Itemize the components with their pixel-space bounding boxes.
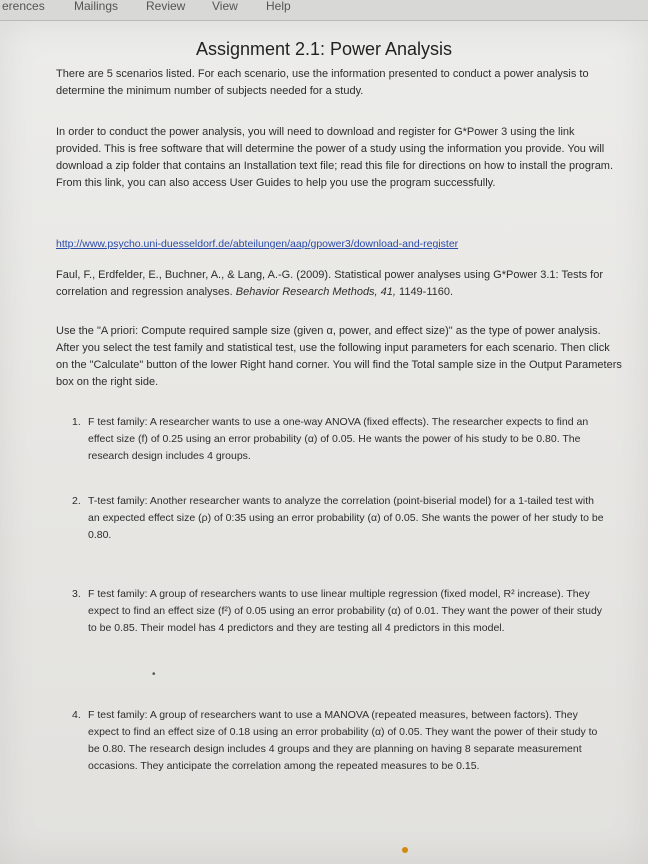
tab-review[interactable]: Review [146,0,186,13]
scenario-text: T-test family: Another researcher wants to analyze the correlation (point-biserial model) for a 1-tailed test with an expected effect size (ρ) of 0:35 using an error probability (α) of 0.05. She wants the power of her study to be 0.80. [88,495,604,541]
scenario-item [72,493,606,544]
tab-help[interactable]: Help [266,0,291,13]
scenario-number: 1. [72,416,81,428]
scenario-text: F test family: A researcher wants to use a one-way ANOVA (fixed effects). The researcher expects to find an effect size (f) of 0.25 using an error probability (α) of 0.05. He wants the power of his study to be 0.80. The research design includes 4 groups. [88,416,589,462]
tab-mailings[interactable]: Mailings [74,0,119,13]
scenario-text: F test family: A group of researchers want to use a MANOVA (repeated measures, between factors). They expect to find an effect size of 0.18 using an error probability (α) of 0.05. They want the power of their study to be 0.80. The research design includes 4 groups and they are planning on having 8 separate measurement occasions. They anticipate the correlation among the repeated measures to be 0.15. [88,709,598,772]
citation [56,267,622,301]
tab-references[interactable]: erences [2,0,45,13]
stray-mark: • [152,669,156,680]
document-page[interactable] [0,21,648,864]
ribbon-tab-bar [0,0,648,21]
scenario-number: 2. [72,495,81,507]
intro-paragraph: There are 5 scenarios listed. For each scenario, use the information presented to conduct a power analysis to determine the minimum number of subjects needed for a study. [56,68,589,97]
scenario-text: F test family: A group of researchers wants to use linear multiple regression (fixed model, R² increase). They expect to find an effect size (f²) of 0.05 using an error probability (α) of 0.01. They want the power of their study to be 0.85. Their model has 4 predictors and they are testing all 4 predictors in this model. [88,588,603,634]
scenario-item [72,707,606,775]
scenario-number: 4. [72,709,81,721]
citation-pages: 1149-1160. [395,286,454,298]
citation-text: Faul, F., Erdfelder, E., Buchner, A., & Lang, A.-G. (2009). Statistical power analyses using G*Power 3.1: Tests for correlation and regression analyses. [56,269,604,298]
cursor-dot [402,847,408,853]
document-title: Assignment 2.1: Power Analysis [195,39,453,59]
tab-view[interactable]: View [212,0,238,13]
scenario-number: 3. [72,588,81,600]
citation-journal: Behavior Research Methods, 41, [235,286,396,298]
gpower-download-link[interactable]: http://www.psycho.uni-duesseldorf.de/abteilungen/aap/gpower3/download-and-register [56,238,459,250]
scenario-item [72,414,606,465]
instructions-paragraph: In order to conduct the power analysis, you will need to download and register for G*Power 3 using the link provided. This is free software that will determine the power of a study using the information you provide. You will download a zip folder that contains an Installation text file; read this file for directions on how to install the program. From this link, you can also access User Guides to help you use the program successfully. [56,126,614,189]
apriori-paragraph: Use the "A priori: Compute required sample size (given α, power, and effect size)" as the type of power analysis. After you select the test family and statistical test, use the following input parameters for each scenario. Then click on the "Calculate" button of the lower Right hand corner. You will find the Total sample size in the Output Parameters box on the right side. [56,325,622,388]
scenario-item [72,586,606,637]
